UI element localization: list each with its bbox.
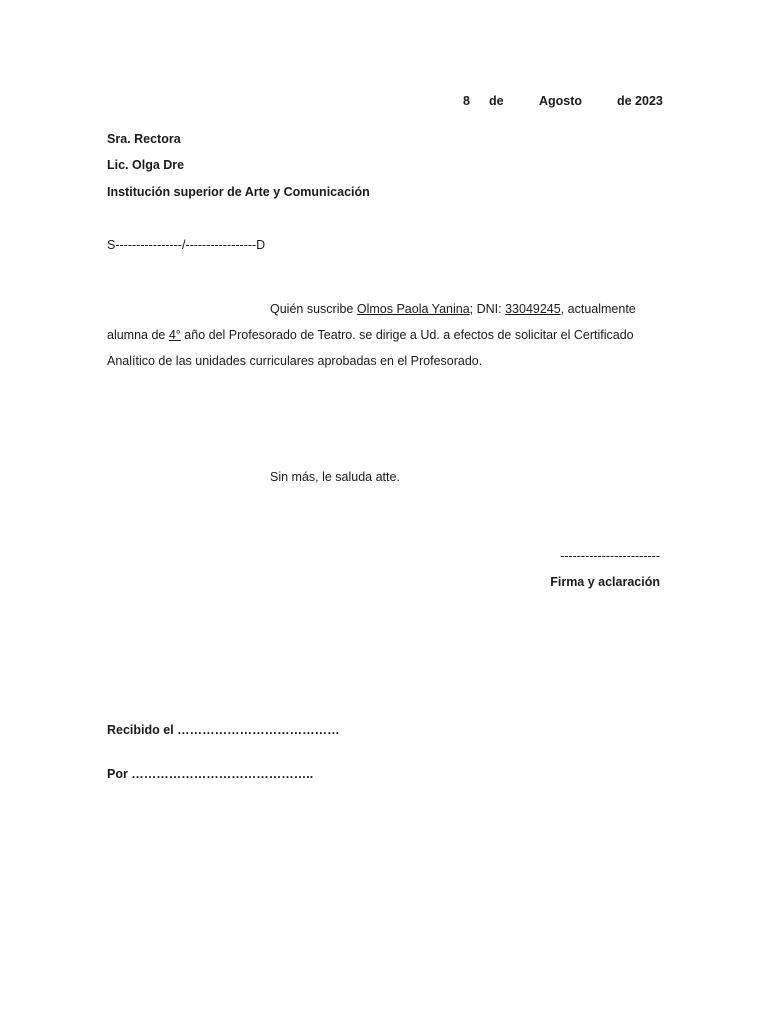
body-line-2 bbox=[107, 327, 634, 343]
body-line-3: Analítico de las unidades curriculares aprobadas en el Profesorado. bbox=[107, 354, 483, 368]
salutation: S----------------/-----------------D bbox=[107, 238, 266, 252]
body-line-2-prefix: alumna de bbox=[107, 328, 169, 342]
student-name: Olmos Paola Yanina bbox=[356, 302, 470, 316]
received-by-field: Por …………………………………….. bbox=[107, 767, 314, 781]
body-line-1-mid: ; DNI: bbox=[469, 302, 506, 316]
recipient-title: Sra. Rectora bbox=[107, 132, 181, 146]
closing: Sin más, le saluda atte. bbox=[270, 470, 400, 484]
recipient-name: Lic. Olga Dre bbox=[107, 158, 185, 172]
signature-line: ------------------------ bbox=[560, 549, 660, 563]
date-month: Agosto bbox=[539, 94, 583, 108]
date-day: 8 bbox=[463, 94, 470, 108]
date-de: de bbox=[489, 94, 504, 108]
received-field: Recibido el ………………………………… bbox=[107, 723, 340, 737]
date-year: de 2023 bbox=[617, 94, 663, 108]
body-line-1-prefix: Quién suscribe bbox=[270, 302, 357, 316]
course-year: 4° bbox=[168, 328, 181, 342]
recipient-institution: Institución superior de Arte y Comunicación bbox=[107, 185, 370, 199]
dni-number: 33049245 bbox=[505, 302, 561, 316]
body-line-1 bbox=[270, 301, 636, 317]
body-line-2-suffix: año del Profesorado de Teatro. se dirige a Ud. a efectos de solicitar el Certificado bbox=[180, 328, 634, 342]
body-line-1-suffix: , actualmente bbox=[560, 302, 636, 316]
signature-label: Firma y aclaración bbox=[550, 575, 660, 589]
